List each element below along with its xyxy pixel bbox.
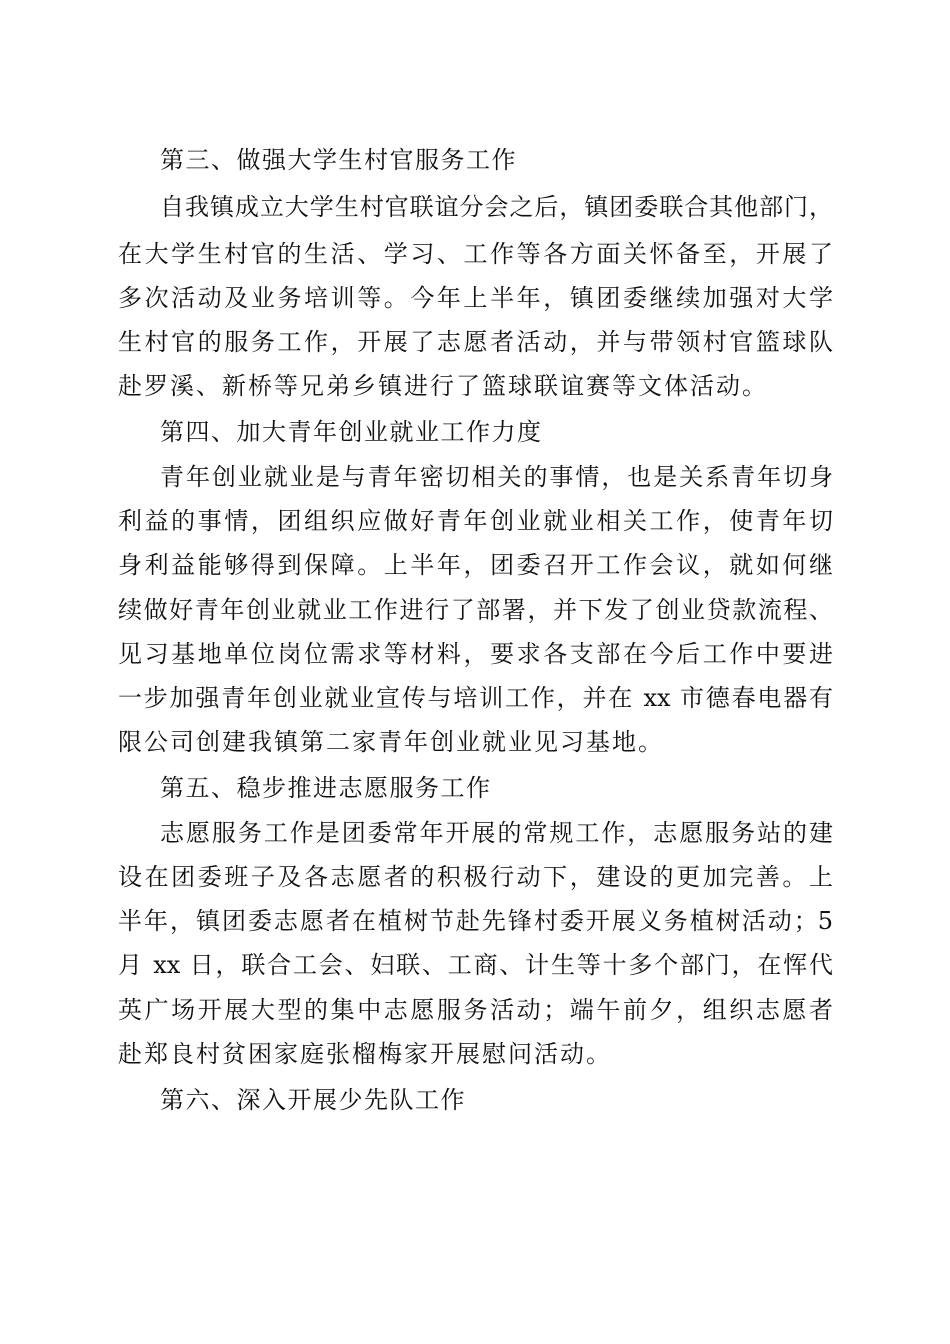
paragraph-line: 多次活动及业务培训等。今年上半年，镇团委继续加强对大学 [118, 284, 833, 312]
paragraph-line: 志愿服务工作是团委常年开展的常规工作，志愿服务站的建 [160, 819, 833, 847]
paragraph-line: 英广场开展大型的集中志愿服务活动；端午前夕，组织志愿者 [118, 996, 833, 1024]
paragraph-line: 半年，镇团委志愿者在植树节赴先锋村委开展义务植树活动；5 [118, 907, 833, 935]
paragraph-line: 设在团委班子及各志愿者的积极行动下，建设的更加完善。上 [118, 863, 833, 891]
paragraph-line: 一步加强青年创业就业宣传与培训工作，并在 xx 市德春电器有 [118, 684, 833, 712]
paragraph-line: 身利益能够得到保障。上半年，团委召开工作会议，就如何继 [118, 551, 833, 579]
paragraph-line: 月 xx 日，联合工会、妇联、工商、计生等十多个部门，在恽代 [118, 951, 833, 979]
paragraph-line: 在大学生村官的生活、学习、工作等各方面关怀备至，开展了 [118, 240, 833, 268]
section-heading: 第四、加大青年创业就业工作力度 [160, 418, 543, 446]
paragraph-line: 限公司创建我镇第二家青年创业就业见习基地。 [118, 728, 664, 756]
paragraph-line: 青年创业就业是与青年密切相关的事情，也是关系青年切身 [160, 463, 833, 491]
paragraph-line: 自我镇成立大学生村官联谊分会之后，镇团委联合其他部门， [160, 193, 833, 221]
paragraph-line: 赴罗溪、新桥等兄弟乡镇进行了篮球联谊赛等文体活动。 [118, 372, 768, 400]
section-heading: 第五、稳步推进志愿服务工作 [160, 774, 492, 802]
section-heading: 第六、深入开展少先队工作 [160, 1086, 466, 1114]
paragraph-line: 赴郑良村贫困家庭张榴梅家开展慰问活动。 [118, 1040, 612, 1068]
section-heading: 第三、做强大学生村官服务工作 [160, 146, 517, 174]
paragraph-line: 见习基地单位岗位需求等材料，要求各支部在今后工作中要进 [118, 640, 833, 668]
paragraph-line: 生村官的服务工作，开展了志愿者活动，并与带领村官篮球队 [118, 328, 833, 356]
paragraph-line: 续做好青年创业就业工作进行了部署，并下发了创业贷款流程、 [118, 596, 833, 624]
paragraph-line: 利益的事情，团组织应做好青年创业就业相关工作，使青年切 [118, 507, 833, 535]
